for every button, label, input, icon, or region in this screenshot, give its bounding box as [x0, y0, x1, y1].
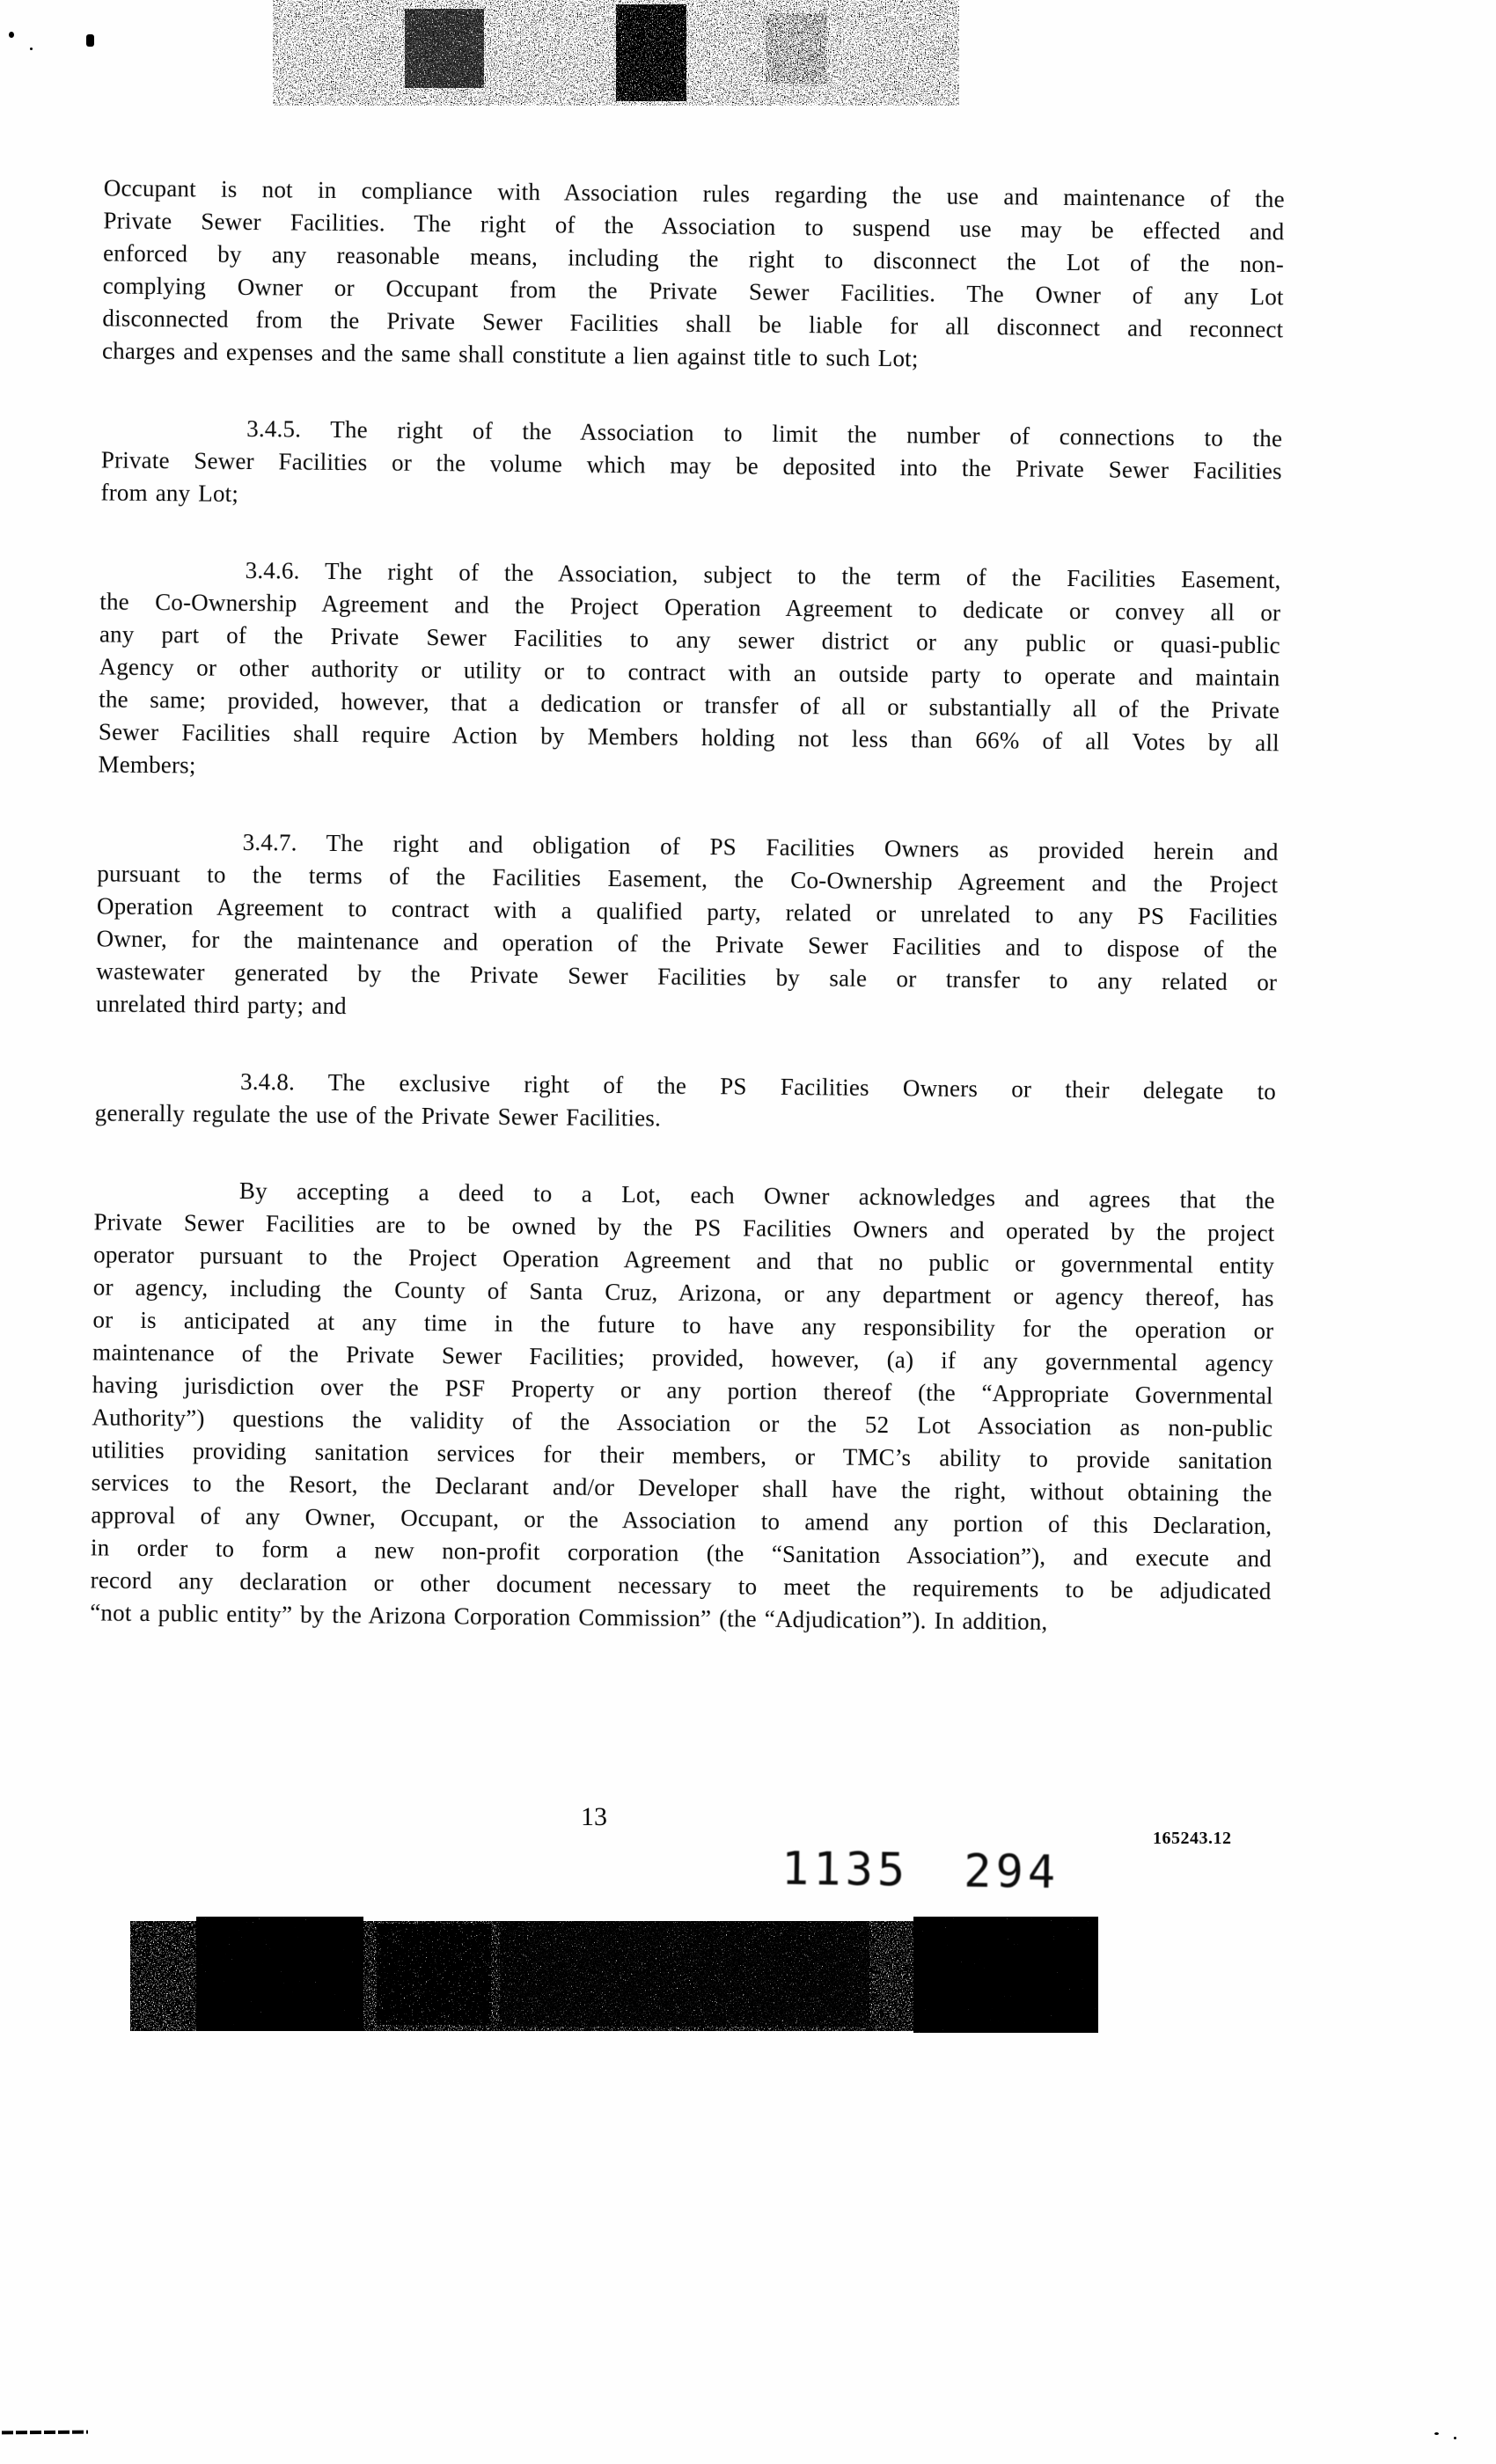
paragraph [96, 825, 1279, 1031]
scan-noise-bottom [130, 1917, 1120, 2035]
scan-speck [86, 34, 94, 47]
paragraph [95, 1064, 1277, 1140]
text-line: unrelated third party; and [95, 990, 347, 1020]
text-line: or agency, including the County of Santa Cruz, Arizona, or any department or agency thereof, has [92, 1273, 1274, 1312]
scan-artifact-line [2, 2431, 88, 2435]
text-line: 3.4.5. The right of the Association to limit the number of connections to the [246, 414, 1283, 452]
text-line: Private Sewer Facilities or the volume which may be deposited into the Private Sewer Facilities [100, 446, 1282, 485]
text-line: Private Sewer Facilities are to be owned by the PS Facilities Owners and operated by the project [93, 1208, 1275, 1247]
paragraph [100, 411, 1282, 520]
text-line: in order to form a new non-profit corporation (the “Sanitation Association”), and execute and [90, 1534, 1272, 1573]
stamp-book-number: 1135 [781, 1842, 910, 1897]
text-line: the Co-Ownership Agreement and the Project Operation Agreement to dedicate or convey all or [99, 588, 1281, 627]
scan-noise-top [273, 0, 959, 110]
text-line: approval of any Owner, Occupant, or the Association to amend any portion of this Declaration, [91, 1501, 1272, 1540]
scan-speck [1454, 2437, 1456, 2439]
text-line: enforced by any reasonable means, including the right to disconnect the Lot of the non- [102, 239, 1285, 278]
text-line: operator pursuant to the Project Operation Agreement and that no public or governmental entity [93, 1241, 1275, 1280]
text-line: from any Lot; [100, 479, 239, 507]
text-line: Agency or other authority or utility or to contract with an outside party to operate and maintain [99, 653, 1280, 692]
text-line: 3.4.8. The exclusive right of the PS Facilities Owners or their delegate to [239, 1067, 1277, 1105]
document-reference-number: 165243.12 [1153, 1829, 1232, 1848]
text-line: Sewer Facilities shall require Action by Members holding not less than 66% of all Votes by all [98, 718, 1280, 757]
scan-speck [30, 48, 33, 50]
text-line: complying Owner or Occupant from the Private Sewer Facilities. The Owner of any Lot [102, 272, 1284, 311]
paragraph [98, 553, 1280, 792]
text-line: the same; provided, however, that a dedication or transfer of all or substantially all of the Private [99, 686, 1280, 724]
text-line: 3.4.7. The right and obligation of PS Facilities Owners as provided herein and [242, 828, 1279, 866]
paragraph [102, 172, 1285, 378]
text-line: record any declaration or other document necessary to meet the requirements to be adjudicated [90, 1566, 1272, 1605]
text-line: services to the Resort, the Declarant and/or Developer shall have the right, without obtaining the [91, 1469, 1272, 1507]
text-line: charges and expenses and the same shall constitute a lien against title to such Lot; [101, 337, 919, 372]
text-line: Occupant is not in compliance with Association rules regarding the use and maintenance of the [103, 174, 1285, 213]
text-line: Members; [98, 751, 196, 779]
scan-speck [1434, 2432, 1439, 2435]
text-line: any part of the Private Sewer Facilities to any sewer district or any public or quasi-public [99, 620, 1281, 659]
text-line: or is anticipated at any time in the future to have any responsibility for the operation or [92, 1306, 1274, 1345]
text-line: Authority”) questions the validity of the Association or the 52 Lot Association as non-public [92, 1404, 1273, 1442]
text-line: having jurisdiction over the PSF Property or any portion thereof (the “Appropriate Governmental [92, 1371, 1273, 1410]
paragraph [90, 1173, 1275, 1640]
text-line: wastewater generated by the Private Sewer Facilities by sale or transfer to any related or [96, 957, 1278, 996]
text-line: Operation Agreement to contract with a qualified party, related or unrelated to any PS Facilities [96, 892, 1279, 931]
text-line: pursuant to the terms of the Facilities Easement, the Co-Ownership Agreement and the Project [97, 860, 1279, 898]
recorder-stamp [781, 1843, 1060, 1899]
text-line: By accepting a deed to a Lot, each Owner acknowledges and agrees that the [238, 1177, 1275, 1214]
stamp-page-number: 294 [963, 1844, 1060, 1900]
text-line: disconnected from the Private Sewer Facilities shall be liable for all disconnect and reconnect [102, 304, 1284, 343]
text-line: Owner, for the maintenance and operation of the Private Sewer Facilities and to dispose of the [96, 925, 1278, 964]
text-line: utilities providing sanitation services for their members, or TMC’s ability to provide sanitation [91, 1436, 1273, 1475]
document-body [90, 172, 1285, 1640]
page-number: 13 [581, 1802, 607, 1831]
text-line: maintenance of the Private Sewer Facilities; provided, however, (a) if any governmental agency [92, 1338, 1274, 1377]
scan-speck [9, 32, 14, 38]
text-line: generally regulate the use of the Private Sewer Facilities. [94, 1099, 662, 1132]
text-line: 3.4.6. The right of the Association, subject to the term of the Facilities Easement, [245, 556, 1281, 594]
text-line: Private Sewer Facilities. The right of the Association to suspend use may be effected and [103, 207, 1285, 246]
text-line: “not a public entity” by the Arizona Corporation Commission” (the “Adjudication”). In addition, [90, 1599, 1048, 1635]
